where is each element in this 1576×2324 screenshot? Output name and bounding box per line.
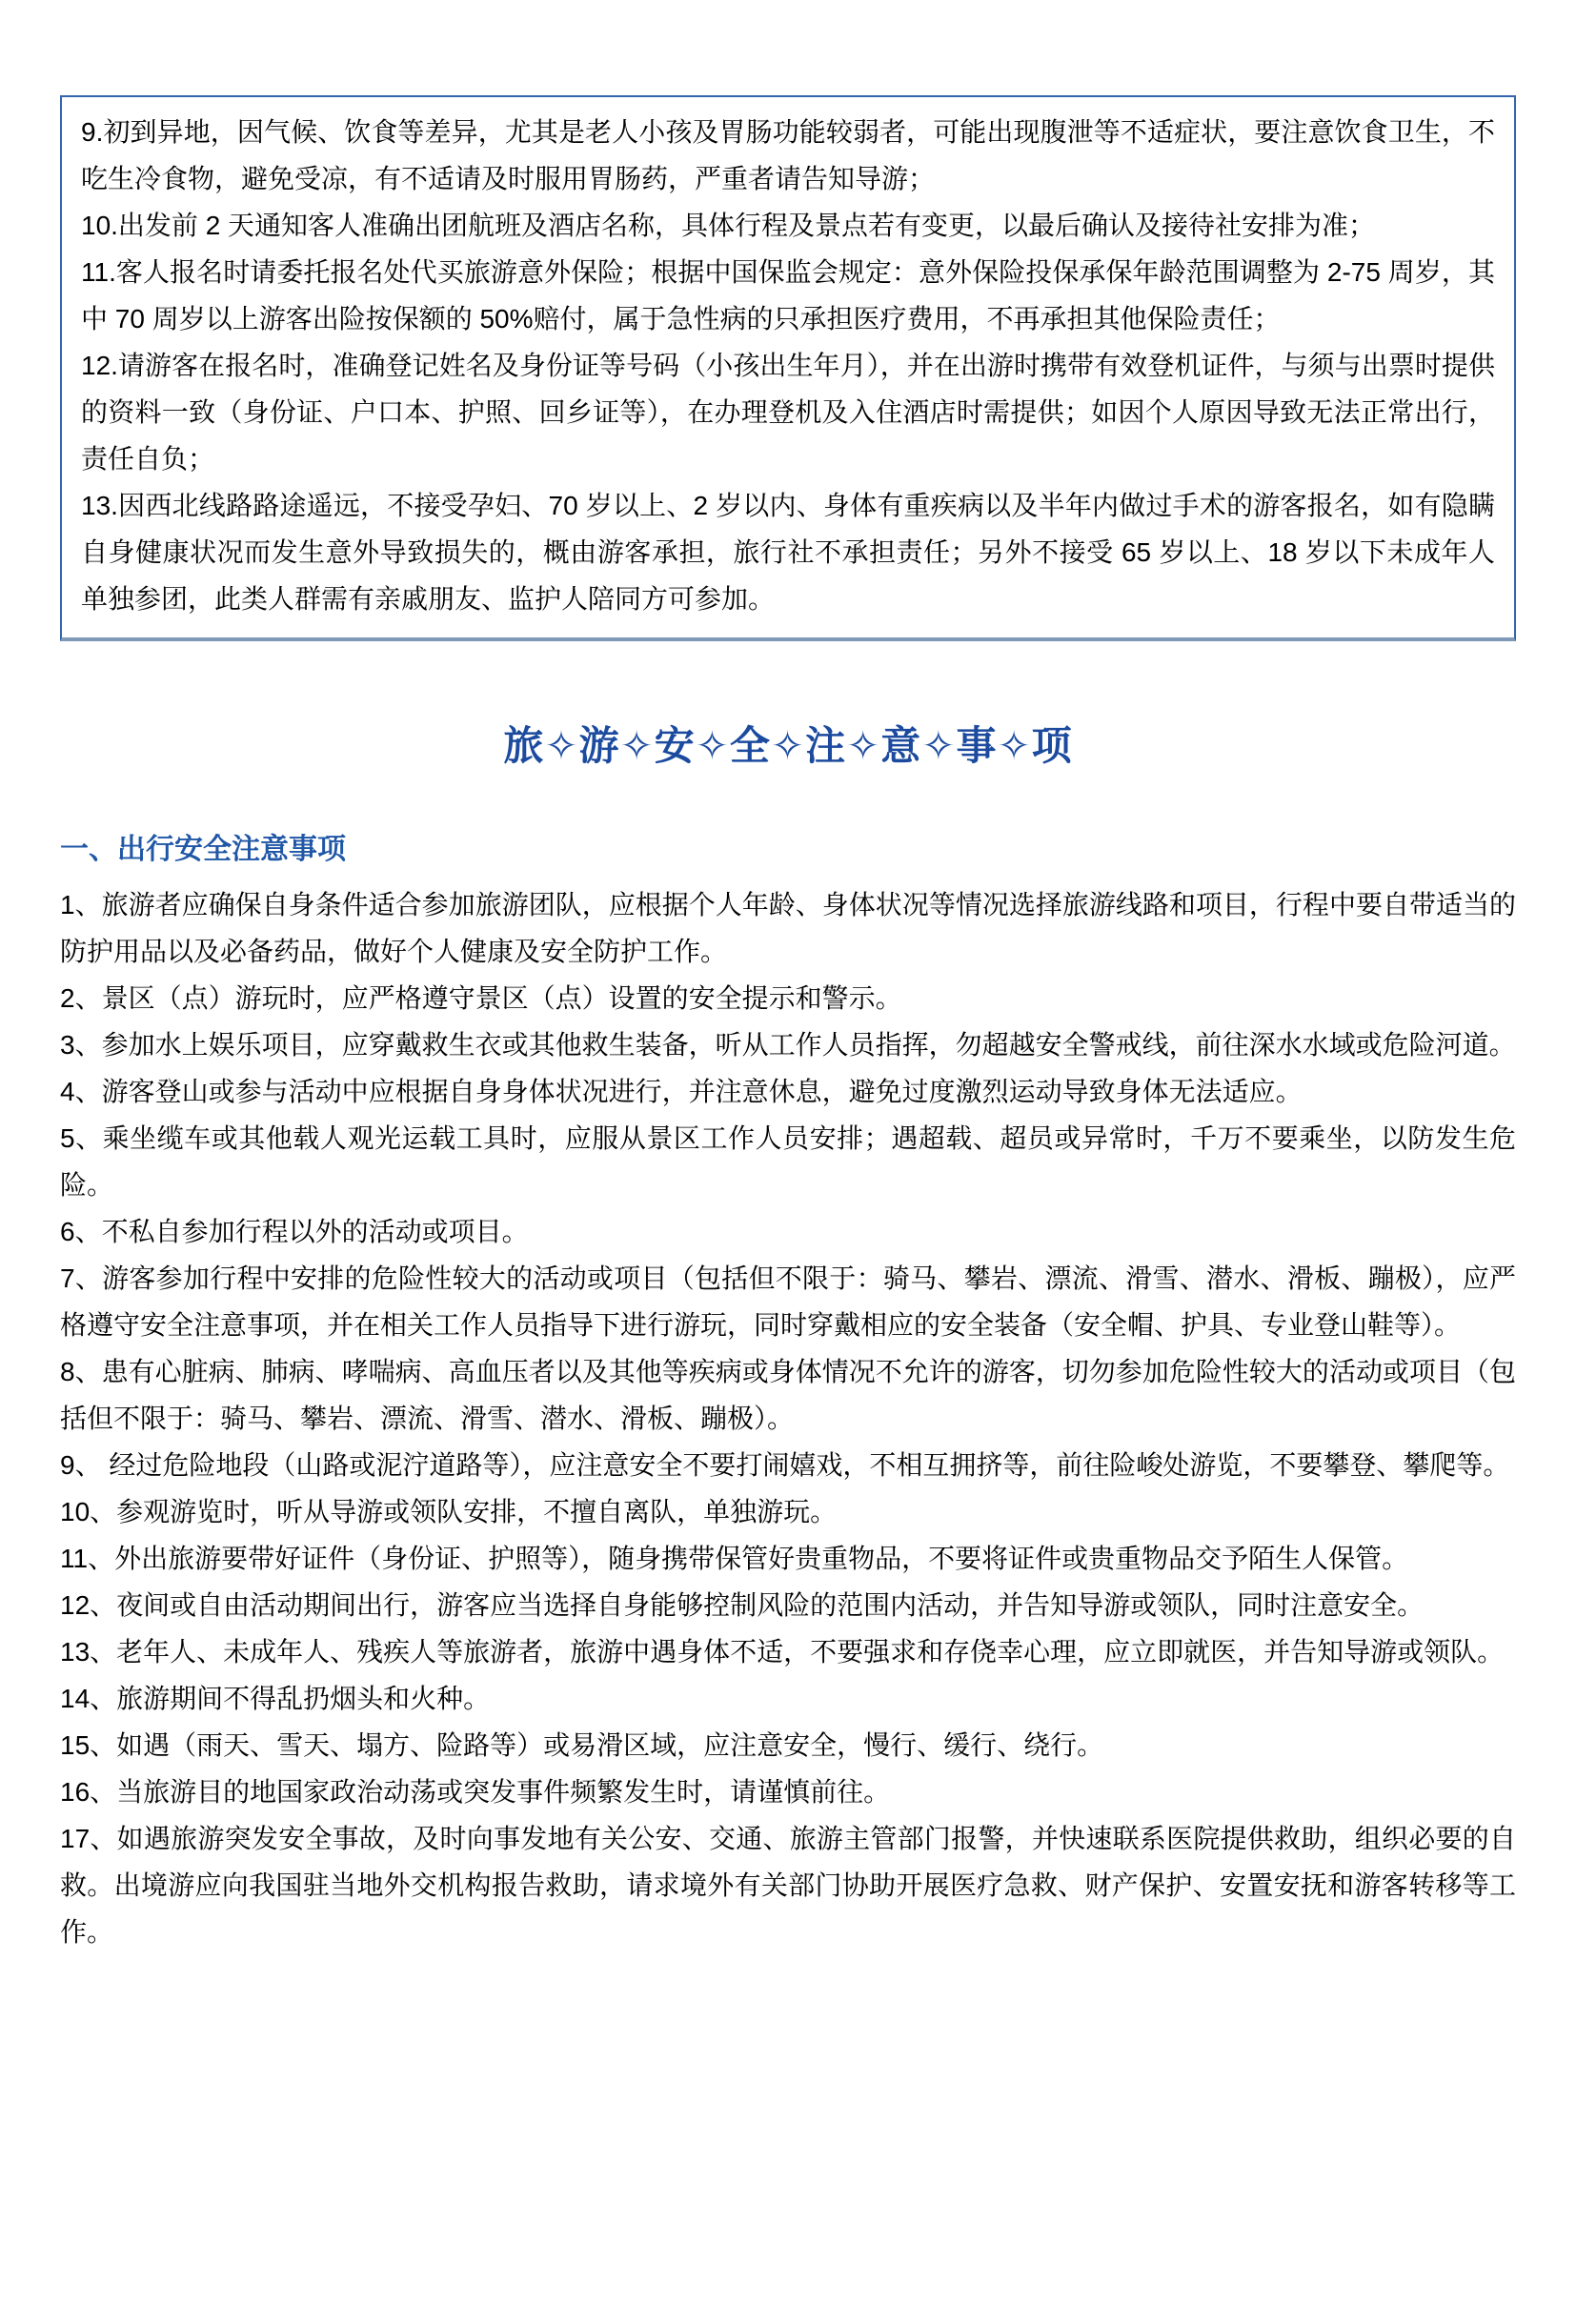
safety-item: 17、如遇旅游突发安全事故，及时向事发地有关公安、交通、旅游主管部门报警，并快速联系医院提供救助，组织必要的自救。出境游应向我国驻当地外交机构报告救助，请求境外有关部门协助开展医疗急救、财产保护、安置安抚和游客转移等工作。 [60, 1824, 1516, 1947]
safety-item: 5、乘坐缆车或其他载人观光运载工具时，应服从景区工作人员安排；遇超载、超员或异常时，千万不要乘坐，以防发生危险。 [60, 1123, 1516, 1200]
safety-item: 2、景区（点）游玩时，应严格遵守景区（点）设置的安全提示和警示。 [60, 983, 902, 1013]
safety-item: 12、夜间或自由活动期间出行，游客应当选择自身能够控制风险的范围内活动，并告知导游或领队，同时注意安全。 [60, 1590, 1424, 1620]
safety-list [60, 881, 1516, 1955]
safety-item: 16、当旅游目的地国家政治动荡或突发事件频繁发生时，请谨慎前往。 [60, 1777, 891, 1807]
notice-item: 11.客人报名时请委托报名处代买旅游意外保险；根据中国保监会规定：意外保险投保承保年龄范围调整为 2-75 周岁，其中 70 周岁以上游客出险按保额的 50%赔付，属于急性病的只承担医疗费用，不再承担其他保险责任； [81, 257, 1495, 333]
safety-item: 7、游客参加行程中安排的危险性较大的活动或项目（包括但不限于：骑马、攀岩、漂流、滑雪、潜水、滑板、蹦极），应严格遵守安全注意事项，并在相关工作人员指导下进行游玩，同时穿戴相应的安全装备（安全帽、护具、专业登山鞋等）。 [60, 1263, 1516, 1340]
notice-item: 12.请游客在报名时，准确登记姓名及身份证等号码（小孩出生年月），并在出游时携带有效登机证件，与须与出票时提供的资料一致（身份证、户口本、护照、回乡证等），在办理登机及入住酒店时需提供；如因个人原因导致无法正常出行，责任自负； [81, 351, 1495, 474]
section-heading: 一、出行安全注意事项 [60, 834, 346, 865]
safety-item: 11、外出旅游要带好证件（身份证、护照等），随身携带保管好贵重物品，不要将证件或贵重物品交予陌生人保管。 [60, 1544, 1409, 1573]
safety-item: 13、老年人、未成年人、残疾人等旅游者，旅游中遇身体不适，不要强求和存侥幸心理，应立即就医，并告知导游或领队。 [60, 1637, 1505, 1667]
safety-item: 6、不私自参加行程以外的活动或项目。 [60, 1217, 529, 1246]
safety-item: 8、患有心脏病、肺病、哮喘病、高血压者以及其他等疾病或身体情况不允许的游客，切勿参加危险性较大的活动或项目（包括但不限于：骑马、攀岩、漂流、滑雪、潜水、滑板、蹦极）。 [60, 1357, 1516, 1433]
document-page [0, 95, 1576, 1955]
notice-box [60, 95, 1516, 641]
page-title: 旅✧游✧安✧全✧注✧意✧事✧项 [503, 723, 1073, 768]
notice-item: 10.出发前 2 天通知客人准确出团航班及酒店名称，具体行程及景点若有变更，以最后确认及接待社安排为准； [81, 211, 1376, 240]
safety-item: 3、参加水上娱乐项目，应穿戴救生衣或其他救生装备，听从工作人员指挥，勿超越安全警戒线，前往深水水域或危险河道。 [60, 1030, 1516, 1060]
notice-item: 13.因西北线路路途遥远，不接受孕妇、70 岁以上、2 岁以内、身体有重疾病以及半年内做过手术的游客报名，如有隐瞒自身健康状况而发生意外导致损失的，概由游客承担，旅行社不承担责任；另外不接受 65 岁以上、18 岁以下未成年人单独参团，此类人群需有亲戚朋友、监护人陪同方可参加。 [81, 491, 1495, 614]
notice-item: 9.初到异地，因气候、饮食等差异，尤其是老人小孩及胃肠功能较弱者，可能出现腹泄等不适症状，要注意饮食卫生，不吃生冷食物，避免受凉，有不适请及时服用胃肠药，严重者请告知导游； [81, 117, 1495, 193]
safety-item: 9、 经过危险地段（山路或泥泞道路等），应注意安全不要打闹嬉戏，不相互拥挤等，前往险峻处游览，不要攀登、攀爬等。 [60, 1450, 1510, 1480]
safety-item: 14、旅游期间不得乱扔烟头和火种。 [60, 1684, 491, 1713]
safety-item: 10、参观游览时，听从导游或领队安排，不擅自离队，单独游玩。 [60, 1497, 838, 1526]
safety-item: 1、旅游者应确保自身条件适合参加旅游团队，应根据个人年龄、身体状况等情况选择旅游线路和项目，行程中要自带适当的防护用品以及必备药品，做好个人健康及安全防护工作。 [60, 890, 1516, 966]
safety-item: 4、游客登山或参与活动中应根据自身身体状况进行，并注意休息，避免过度激烈运动导致身体无法适应。 [60, 1077, 1303, 1106]
safety-item: 15、如遇（雨天、雪天、塌方、险路等）或易滑区域，应注意安全，慢行、缓行、绕行。 [60, 1730, 1104, 1760]
